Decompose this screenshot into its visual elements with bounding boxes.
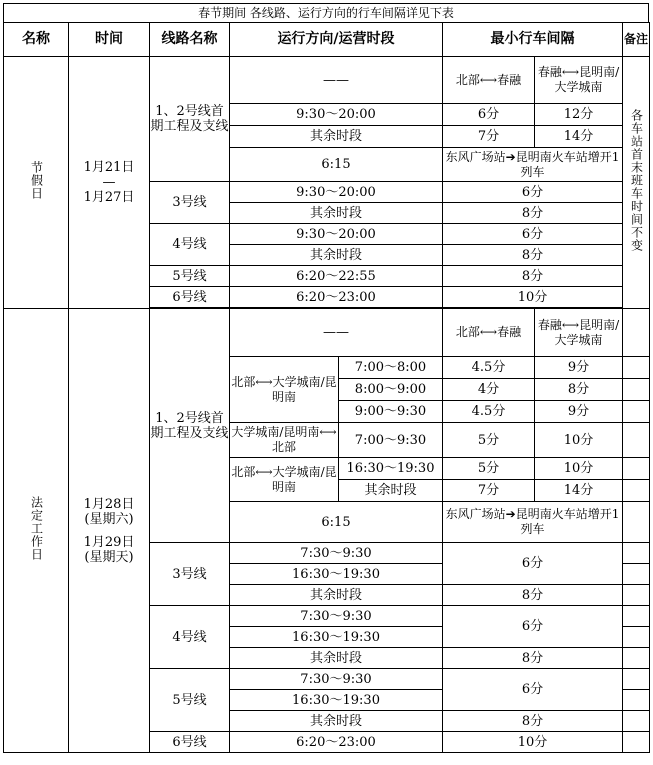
holiday-date-to: 1月27日 [83,190,135,205]
workday-line12-dash: —— [230,309,443,357]
workday-line12-dir2-a: 5分 [443,423,535,458]
workday-line5-other: 其余时段 [230,711,443,732]
workday-remark-5 [623,423,650,458]
header-remark: 备注 [623,23,650,57]
holiday-name: 节假日 [29,161,44,200]
holiday-date-dash: — [102,175,116,190]
holiday-line12-row2-a: 7分 [443,126,535,148]
holiday-line12-row1-a: 6分 [443,104,535,126]
workday-line5-other-v: 8分 [443,711,623,732]
header-line: 线路名称 [150,23,230,57]
workday-name-cell [4,309,69,753]
holiday-line12-row1-b: 12分 [535,104,623,126]
workday-line12-dir2-time: 7:00～9:30 [339,423,443,458]
holiday-line5-name: 5号线 [150,266,230,287]
workday-line12-dir1-t3: 9:00～9:30 [339,401,443,423]
holiday-line12-row1-time: 9:30～20:00 [230,104,443,126]
workday-line6-name: 6号线 [150,732,230,753]
workday-line4-t1: 7:30～9:30 [230,606,443,627]
workday-remark-12 [623,606,650,627]
workday-remark-4 [623,401,650,423]
workday-line12-dir1-a1: 4.5分 [443,357,535,379]
holiday-date-from: 1月21日 [83,160,135,175]
workday-line12-other-a: 7分 [443,480,535,502]
workday-line12-other-time: 其余时段 [339,480,443,502]
workday-remark-6 [623,458,650,480]
workday-line3-name: 3号线 [150,543,230,606]
header-interval: 最小行车间隔 [443,23,623,57]
workday-line5-t1: 7:30～9:30 [230,669,443,690]
holiday-date-cell [69,57,150,309]
workday-line12-col-a: 北部⟷春融 [443,309,535,357]
holiday-line12-row2-time: 其余时段 [230,126,443,148]
holiday-line4-row2-time: 其余时段 [230,245,443,266]
header-direction: 运行方向/运营时段 [230,23,443,57]
workday-line12-dir1-a3: 4.5分 [443,401,535,423]
workday-line12-col-b: 春融⟷昆明南/大学城南 [535,309,623,357]
workday-date2-sub: (星期天) [84,549,134,565]
workday-line12-dir2: 大学城南/昆明南⟷北部 [230,423,339,458]
workday-line5-name: 5号线 [150,669,230,732]
holiday-line5-v: 8分 [443,266,623,287]
holiday-line3-name: 3号线 [150,182,230,224]
workday-remark-1 [623,309,650,357]
workday-remark-18 [623,732,650,753]
workday-line12-extra-note: 东风广场站➔昆明南火车站增开1列车 [443,502,623,543]
workday-line6-v: 10分 [443,732,623,753]
workday-line4-peak: 6分 [443,606,623,648]
workday-remark-11 [623,585,650,606]
workday-remark-3 [623,379,650,401]
workday-remark-14 [623,648,650,669]
workday-line12-dir1-t1: 7:00～8:00 [339,357,443,379]
workday-date-cell [69,309,150,753]
workday-line5-t2: 16:30～19:30 [230,690,443,711]
holiday-line12-name: 1、2号线首期工程及支线 [150,57,230,182]
workday-remark-9 [623,543,650,564]
header-name: 名称 [4,23,69,57]
holiday-line5-time: 6:20～22:55 [230,266,443,287]
holiday-line12-extra-note: 东风广场站➔昆明南火车站增开1列车 [443,148,623,182]
workday-line3-other: 其余时段 [230,585,443,606]
workday-line4-other: 其余时段 [230,648,443,669]
holiday-line4-row2-v: 8分 [443,245,623,266]
holiday-line12-dash: —— [230,57,443,104]
holiday-line4-name: 4号线 [150,224,230,266]
workday-remark-16 [623,690,650,711]
workday-line4-other-v: 8分 [443,648,623,669]
holiday-line6-v: 10分 [443,287,623,308]
holiday-name-cell [4,57,69,309]
holiday-line6-time: 6:20～23:00 [230,287,443,308]
workday-line3-t1: 7:30～9:30 [230,543,443,564]
workday-date2: 1月29日 [83,534,135,550]
workday-line12-dir3-time: 16:30～19:30 [339,458,443,480]
holiday-line3-row2-time: 其余时段 [230,203,443,224]
workday-date1: 1月28日 [83,496,135,512]
holiday-line4-row1-v: 6分 [443,224,623,245]
workday-remark-15 [623,669,650,690]
workday-remark-13 [623,627,650,648]
workday-date1-sub: (星期六) [84,511,134,527]
holiday-remark: 各车站首末班车时间不变 [629,109,644,252]
workday-line3-t2: 16:30～19:30 [230,564,443,585]
holiday-line12-row2-b: 14分 [535,126,623,148]
workday-line12-dir3-b: 10分 [535,458,623,480]
workday-line12-dir1-b2: 8分 [535,379,623,401]
workday-line12-dir1-b1: 9分 [535,357,623,379]
workday-remark-7 [623,480,650,502]
holiday-line12-extra-time: 6:15 [230,148,443,182]
interval-table [3,22,650,753]
workday-line3-peak: 6分 [443,543,623,585]
workday-remark-8 [623,502,650,543]
workday-line12-dir3-a: 5分 [443,458,535,480]
workday-line12-extra-time: 6:15 [230,502,443,543]
workday-name: 法定工作日 [29,496,44,561]
holiday-line12-col-b: 春融⟷昆明南/大学城南 [535,57,623,104]
workday-line6-time: 6:20～23:00 [230,732,443,753]
workday-line12-dir1: 北部⟷大学城南/昆明南 [230,357,339,423]
workday-line12-dir1-b3: 9分 [535,401,623,423]
workday-line12-dir1-t2: 8:00～9:00 [339,379,443,401]
workday-line12-other-b: 14分 [535,480,623,502]
workday-line12-dir2-b: 10分 [535,423,623,458]
holiday-line6-name: 6号线 [150,287,230,308]
workday-line5-peak: 6分 [443,669,623,711]
holiday-remark-cell [623,57,650,309]
workday-line12-dir3: 北部⟷大学城南/昆明南 [230,458,339,502]
table-caption: 春节期间 各线路、运行方向的行车间隔详见下表 [3,3,649,22]
workday-line12-name: 1、2号线首期工程及支线 [150,309,230,543]
workday-remark-17 [623,711,650,732]
holiday-line3-row2-v: 8分 [443,203,623,224]
holiday-line3-row1-time: 9:30～20:00 [230,182,443,203]
workday-line4-name: 4号线 [150,606,230,669]
schedule-document [3,3,649,753]
holiday-line12-col-a: 北部⟷春融 [443,57,535,104]
workday-remark-10 [623,564,650,585]
workday-line4-t2: 16:30～19:30 [230,627,443,648]
holiday-line3-row1-v: 6分 [443,182,623,203]
workday-line12-dir1-a2: 4分 [443,379,535,401]
header-time: 时间 [69,23,150,57]
holiday-line4-row1-time: 9:30～20:00 [230,224,443,245]
workday-line3-other-v: 8分 [443,585,623,606]
workday-remark-2 [623,357,650,379]
